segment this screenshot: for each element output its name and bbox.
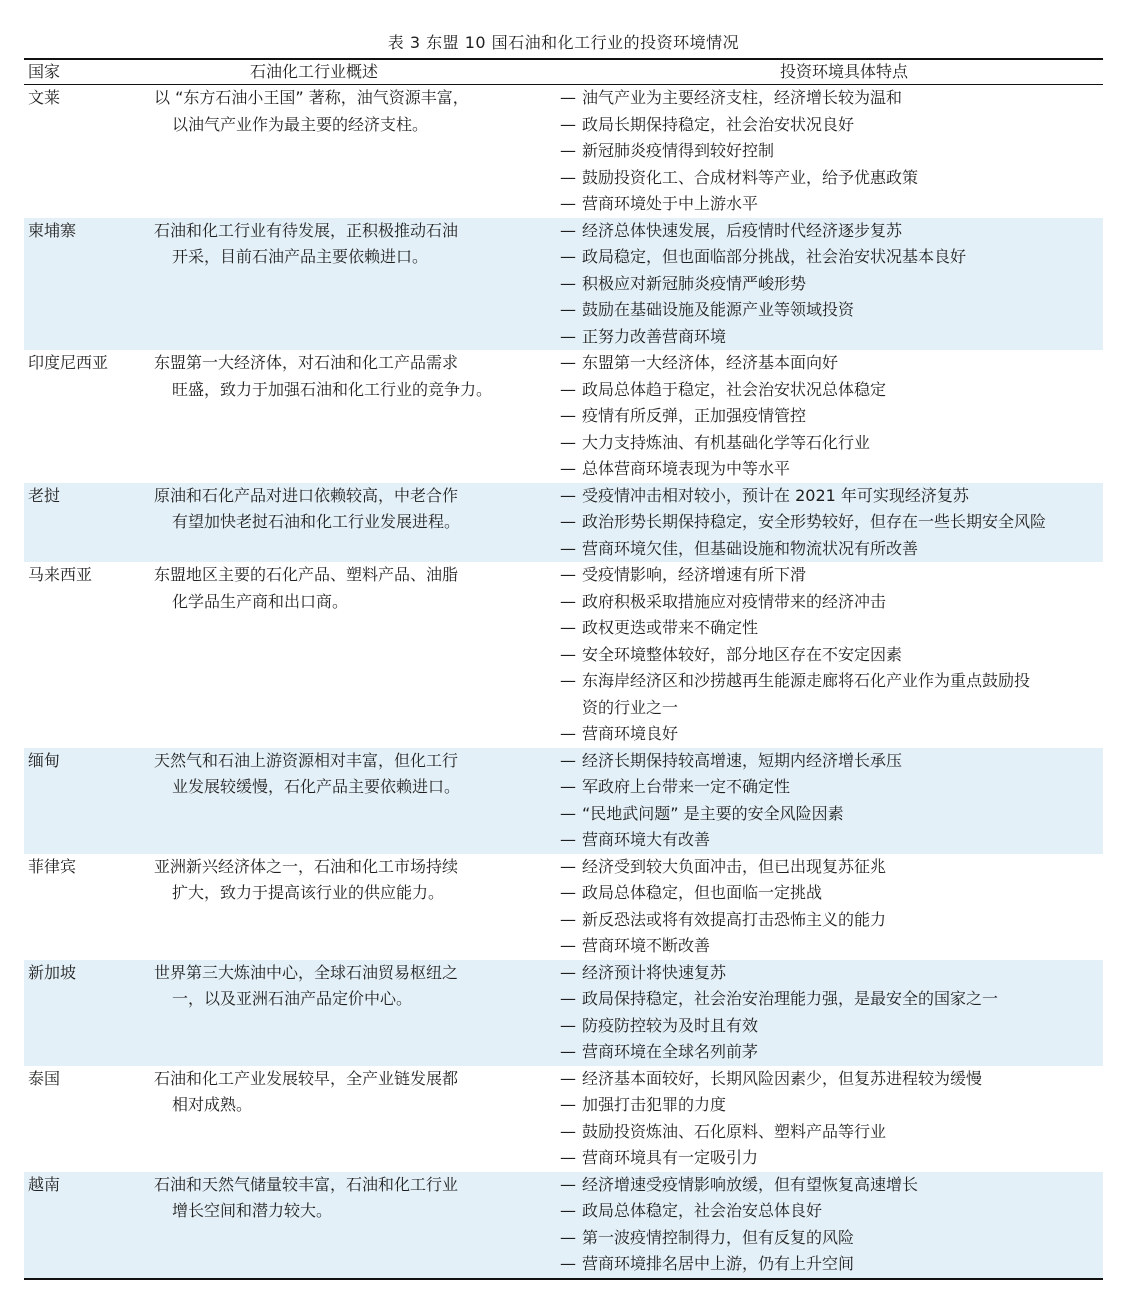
table-row [24,1066,1103,1172]
dash-marker: — [560,830,576,849]
header-features: 投资环境具体特点 [779,62,908,81]
dash-marker: — [560,1042,576,1061]
feature-item [560,748,1105,775]
country-cell: 越南 [28,1174,61,1194]
overview-cell [154,1172,549,1225]
feature-item [560,483,1105,510]
feature-text: 营商环境大有改善 [582,830,711,849]
overview-line: 石油和化工产业发展较早，全产业链发展都 [154,1068,459,1088]
feature-text: 鼓励在基础设施及能源产业等领域投资 [582,300,855,319]
feature-text: 政局总体趋于稳定，社会治安状况总体稳定 [582,379,887,399]
investment-table [24,58,1103,1280]
feature-text: 政局总体稳定，社会治安总体良好 [582,1201,823,1220]
dash-marker: — [560,167,576,187]
feature-text-continued: 资的行业之一 [582,697,679,717]
dash-marker: — [560,114,576,134]
feature-text: 经济总体快速发展，后疫情时代经济逐步复苏 [582,220,903,240]
overview-line: 亚洲新兴经济体之一，石油和化工市场持续 [154,856,459,876]
overview-line: 扩大，致力于提高该行业的供应能力。 [172,883,445,902]
overview-line: 世界第三大炼油中心，全球石油贸易枢纽之 [154,962,459,982]
features-cell [560,748,1105,854]
dash-marker: — [560,1148,576,1167]
dash-marker: — [560,512,576,531]
dash-marker: — [560,724,576,743]
dash-marker: — [560,644,576,664]
feature-item [560,1092,1105,1119]
feature-text: 营商环境处于中上游水平 [582,194,759,213]
feature-text: 营商环境欠佳，但基础设施和物流状况有所改善 [582,538,919,558]
dash-marker: — [560,1227,576,1247]
feature-text: 受疫情影响，经济增速有所下滑 [582,565,807,584]
features-cell [560,1172,1105,1278]
feature-item [560,324,1105,351]
feature-text: 东海岸经济区和沙捞越再生能源走廊将石化产业作为重点鼓励投 [582,671,1031,690]
overview-cell [154,748,549,801]
dash-marker: — [560,459,576,478]
country-cell: 泰国 [28,1068,61,1088]
feature-text: 营商环境在全球名列前茅 [582,1042,759,1061]
dash-marker: — [560,962,576,982]
dash-marker: — [560,220,576,240]
feature-text: 营商环境不断改善 [582,936,711,955]
overview-cell [154,350,549,403]
overview-line: 相对成熟。 [172,1095,253,1114]
overview-cell [154,960,549,1013]
overview-cell [154,483,549,536]
feature-item [560,244,1105,271]
feature-item [560,986,1105,1013]
table-row [24,1172,1103,1278]
dash-marker: — [560,88,576,107]
features-cell [560,854,1105,960]
feature-item [560,218,1105,245]
dash-marker: — [560,777,576,796]
feature-item [560,112,1105,139]
country-cell: 新加坡 [28,962,77,982]
dash-marker: — [560,591,576,611]
feature-item [560,907,1105,934]
dash-marker: — [560,300,576,319]
dash-marker: — [560,1121,576,1141]
feature-text: 政局稳定，但也面临部分挑战，社会治安状况基本良好 [582,247,967,266]
feature-item [560,85,1105,112]
feature-item [560,960,1105,987]
header-overview: 石油化工行业概述 [249,62,378,81]
feature-text: 油气产业为主要经济支柱，经济增长较为温和 [582,88,903,107]
dash-marker: — [560,1254,576,1273]
feature-item [560,456,1105,483]
dash-marker: — [560,1068,576,1088]
feature-item [560,1172,1105,1199]
feature-item [560,642,1105,669]
feature-item [560,377,1105,404]
dash-marker: — [560,379,576,399]
feature-item [560,1039,1105,1066]
feature-text: 营商环境良好 [582,724,679,743]
feature-text: 正努力改善营商环境 [582,326,727,346]
feature-item [560,509,1105,536]
feature-text: 经济增速受疫情影响放缓，但有望恢复高速增长 [582,1174,919,1194]
dash-marker: — [560,671,576,690]
feature-item [560,403,1105,430]
table-row [24,854,1103,960]
feature-item [560,536,1105,563]
overview-line: 以 “东方石油小王国” 著称，油气资源丰富， [154,88,469,107]
feature-text: 疫情有所反弹，正加强疫情管控 [582,406,807,425]
feature-item [560,562,1105,589]
feature-item [560,430,1105,457]
table-header [24,60,1103,85]
feature-item [560,1251,1105,1278]
feature-text: 新冠肺炎疫情得到较好控制 [582,141,775,160]
dash-marker: — [560,565,576,584]
feature-text: 积极应对新冠肺炎疫情严峻形势 [582,273,807,293]
feature-item [560,827,1105,854]
feature-text: 加强打击犯罪的力度 [582,1095,727,1114]
dash-marker: — [560,406,576,425]
feature-item [560,854,1105,881]
feature-text: 政治形势长期保持稳定，安全形势较好，但存在一些长期安全风险 [582,512,1047,531]
overview-line: 石油和天然气储量较丰富，石油和化工行业 [154,1174,459,1194]
dash-marker: — [560,750,576,770]
overview-cell [154,85,549,138]
overview-line: 开采，目前石油产品主要依赖进口。 [172,247,429,266]
table-row [24,960,1103,1066]
table-row [24,85,1103,218]
features-cell [560,562,1105,748]
feature-item [560,721,1105,748]
features-cell [560,85,1105,218]
overview-line: 业发展较缓慢，石化产品主要依赖进口。 [172,777,461,796]
feature-item [560,191,1105,218]
feature-item [560,880,1105,907]
feature-item [560,297,1105,324]
dash-marker: — [560,883,576,902]
feature-text: 安全环境整体较好，部分地区存在不安定因素 [582,644,903,664]
table-row [24,483,1103,563]
feature-text: 经济预计将快速复苏 [582,962,727,982]
overview-line: 东盟地区主要的石化产品、塑料产品、油脂 [154,565,459,584]
dash-marker: — [560,353,576,372]
table-row [24,748,1103,854]
overview-line: 以油气产业作为最主要的经济支柱。 [172,114,429,134]
dash-marker: — [560,1201,576,1220]
dash-marker: — [560,989,576,1008]
feature-item [560,801,1105,828]
feature-text: 政局保持稳定，社会治安治理能力强，是最安全的国家之一 [582,989,999,1008]
dash-marker: — [560,194,576,213]
feature-item [560,668,1105,721]
dash-marker: — [560,909,576,929]
dash-marker: — [560,936,576,955]
overview-line: 化学品生产商和出口商。 [172,591,349,611]
feature-text: 东盟第一大经济体，经济基本面向好 [582,353,839,372]
feature-item [560,933,1105,960]
country-cell: 马来西亚 [28,565,93,584]
feature-item [560,1145,1105,1172]
dash-marker: — [560,326,576,346]
overview-line: 东盟第一大经济体，对石油和化工产品需求 [154,353,459,372]
overview-cell [154,854,549,907]
feature-item [560,1013,1105,1040]
dash-marker: — [560,247,576,266]
feature-text: “民地武问题” 是主要的安全风险因素 [582,803,844,823]
feature-text: 防疫防控较为及时且有效 [582,1015,759,1035]
overview-line: 一，以及亚洲石油产品定价中心。 [172,989,413,1008]
feature-item [560,1225,1105,1252]
feature-text: 第一波疫情控制得力，但有反复的风险 [582,1227,855,1247]
feature-text: 鼓励投资化工、合成材料等产业，给予优惠政策 [582,167,919,187]
feature-text: 政权更迭或带来不确定性 [582,618,759,637]
feature-text: 经济受到较大负面冲击，但已出现复苏征兆 [582,856,887,876]
feature-text: 经济基本面较好，长期风险因素少，但复苏进程较为缓慢 [582,1068,983,1088]
country-cell: 柬埔寨 [28,220,77,240]
feature-text: 新反恐法或将有效提高打击恐怖主义的能力 [582,909,887,929]
feature-item [560,350,1105,377]
table-row [24,218,1103,351]
dash-marker: — [560,1095,576,1114]
table-row [24,350,1103,483]
feature-item [560,1198,1105,1225]
feature-text: 大力支持炼油、有机基础化学等石化行业 [582,432,871,452]
table-caption: 表 3 东盟 10 国石油和化工行业的投资环境情况 [387,33,740,52]
overview-line: 原油和石化产品对进口依赖较高，中老合作 [154,485,459,505]
feature-text: 鼓励投资炼油、石化原料、塑料产品等行业 [582,1121,887,1141]
feature-item [560,271,1105,298]
feature-item [560,589,1105,616]
features-cell [560,218,1105,351]
feature-text: 政府积极采取措施应对疫情带来的经济冲击 [582,591,887,611]
header-country: 国家 [28,62,61,81]
dash-marker: — [560,141,576,160]
dash-marker: — [560,432,576,452]
overview-cell [154,1066,549,1119]
overview-cell [154,218,549,271]
feature-text: 营商环境排名居中上游，仍有上升空间 [582,1254,855,1273]
dash-marker: — [560,485,576,505]
feature-text: 总体营商环境表现为中等水平 [582,459,791,478]
table-body [24,85,1103,1278]
dash-marker: — [560,856,576,876]
dash-marker: — [560,1174,576,1194]
dash-marker: — [560,803,576,823]
features-cell [560,960,1105,1066]
dash-marker: — [560,273,576,293]
feature-text: 政局长期保持稳定，社会治安状况良好 [582,114,855,134]
overview-line: 有望加快老挝石油和化工行业发展进程。 [172,512,461,531]
overview-line: 增长空间和潜力较大。 [172,1201,333,1220]
features-cell [560,483,1105,563]
feature-item [560,165,1105,192]
country-cell: 菲律宾 [28,856,77,876]
features-cell [560,350,1105,483]
overview-line: 旺盛，致力于加强石油和化工行业的竞争力。 [172,379,493,399]
overview-line: 石油和化工行业有待发展，正积极推动石油 [154,220,459,240]
country-cell: 文莱 [28,88,61,107]
feature-item [560,615,1105,642]
feature-text: 军政府上台带来一定不确定性 [582,777,791,796]
country-cell: 老挝 [28,485,61,505]
overview-cell [154,562,549,615]
feature-item [560,774,1105,801]
table-row [24,562,1103,748]
feature-item [560,1119,1105,1146]
feature-item [560,138,1105,165]
feature-text: 经济长期保持较高增速，短期内经济增长承压 [582,750,903,770]
country-cell: 印度尼西亚 [28,353,109,372]
overview-line: 天然气和石油上游资源相对丰富，但化工行 [154,750,459,770]
country-cell: 缅甸 [28,750,61,770]
feature-text: 受疫情冲击相对较小，预计在 2021 年可实现经济复苏 [582,485,969,505]
dash-marker: — [560,538,576,558]
features-cell [560,1066,1105,1172]
feature-text: 营商环境具有一定吸引力 [582,1148,759,1167]
dash-marker: — [560,1015,576,1035]
feature-item [560,1066,1105,1093]
dash-marker: — [560,618,576,637]
feature-text: 政局总体稳定，但也面临一定挑战 [582,883,823,902]
